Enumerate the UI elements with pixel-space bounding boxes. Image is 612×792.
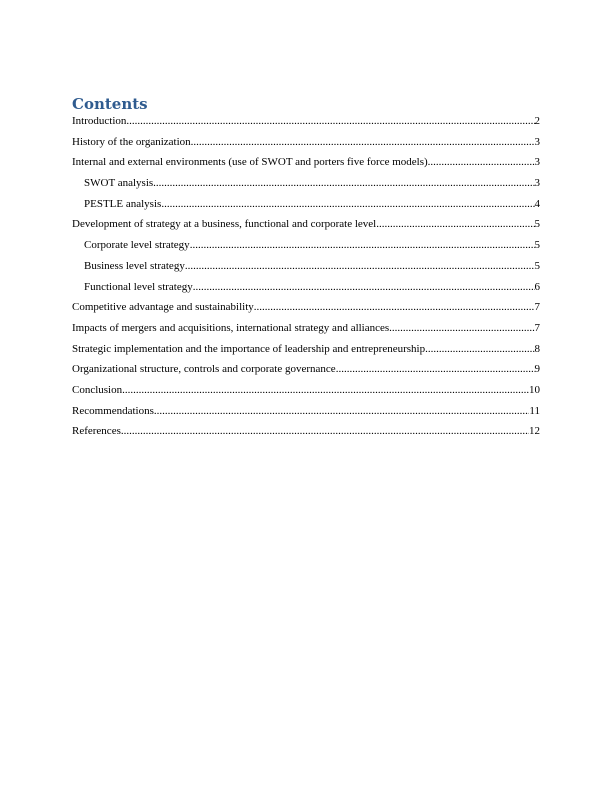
toc-entry-page-number[interactable]: 12 — [529, 425, 540, 438]
toc-dot-leader — [428, 155, 535, 169]
toc-dot-leader — [190, 238, 535, 252]
toc-entry-list — [72, 114, 540, 445]
toc-entry-page-number[interactable]: 6 — [534, 280, 540, 293]
toc-entry-title[interactable]: Internal and external environments (use of SWOT and porters five force models) — [72, 156, 428, 169]
toc-entry-page-number[interactable]: 2 — [534, 115, 540, 127]
toc-entry-title[interactable]: Corporate level strategy — [84, 239, 190, 252]
toc-entry-title[interactable]: Development of strategy at a business, functional and corporate level — [72, 218, 377, 231]
toc-entry-title[interactable]: Business level strategy — [84, 259, 185, 272]
toc-entry-title[interactable]: Functional level strategy — [84, 280, 193, 293]
toc-entry[interactable] — [72, 280, 540, 301]
toc-dot-leader — [121, 424, 529, 438]
toc-dot-leader — [153, 176, 534, 190]
toc-entry[interactable] — [72, 176, 540, 197]
toc-entry-title[interactable]: History of the organization — [72, 135, 191, 148]
toc-entry[interactable] — [72, 155, 540, 176]
toc-dot-leader — [376, 217, 534, 231]
toc-entry[interactable] — [72, 404, 540, 425]
toc-entry-title[interactable]: Conclusion — [72, 383, 123, 396]
toc-entry-page-number[interactable]: 5 — [534, 259, 540, 272]
toc-entry-page-number[interactable]: 11 — [529, 404, 540, 417]
toc-entry[interactable] — [72, 342, 540, 363]
toc-entry-page-number[interactable]: 3 — [534, 177, 540, 190]
toc-entry-title[interactable]: PESTLE analysis — [84, 197, 162, 210]
toc-dot-leader — [122, 383, 529, 397]
toc-entry-page-number[interactable]: 3 — [534, 156, 540, 169]
toc-dot-leader — [389, 321, 534, 335]
toc-entry-page-number[interactable]: 5 — [534, 239, 540, 252]
toc-entry-page-number[interactable]: 3 — [534, 135, 540, 148]
toc-entry-title[interactable]: Strategic implementation and the importance of leadership and entrepreneurship — [72, 342, 426, 355]
toc-entry[interactable] — [72, 238, 540, 259]
toc-entry-title[interactable]: References — [72, 425, 121, 438]
toc-entry[interactable] — [72, 424, 540, 445]
toc-entry[interactable] — [72, 217, 540, 238]
toc-entry-page-number[interactable]: 9 — [534, 363, 540, 376]
toc-entry[interactable] — [72, 383, 540, 404]
toc-entry-title[interactable]: Recommendations — [72, 404, 154, 417]
toc-entry[interactable] — [72, 197, 540, 218]
toc-entry-page-number[interactable]: 7 — [534, 321, 540, 334]
toc-entry[interactable] — [72, 259, 540, 280]
toc-entry-title[interactable]: Competitive advantage and sustainability — [72, 301, 254, 314]
toc-heading: Contents — [72, 95, 148, 113]
toc-entry-page-number[interactable]: 10 — [529, 383, 540, 396]
toc-entry-title[interactable]: SWOT analysis — [84, 177, 154, 190]
toc-entry-page-number[interactable]: 4 — [534, 197, 540, 210]
toc-dot-leader — [185, 259, 535, 273]
toc-dot-leader — [154, 404, 530, 418]
toc-dot-leader — [193, 280, 535, 294]
toc-dot-leader — [254, 300, 535, 314]
toc-dot-leader — [336, 362, 535, 376]
toc-entry[interactable] — [72, 362, 540, 383]
toc-entry-page-number[interactable]: 8 — [534, 342, 540, 355]
toc-dot-leader — [126, 114, 534, 128]
toc-entry[interactable] — [72, 321, 540, 342]
toc-dot-leader — [191, 135, 535, 149]
toc-entry-page-number[interactable]: 5 — [534, 218, 540, 231]
toc-entry-title[interactable]: Impacts of mergers and acquisitions, international strategy and alliances — [72, 321, 390, 334]
toc-entry[interactable] — [72, 114, 540, 135]
toc-entry-title[interactable]: Introduction — [72, 115, 127, 127]
table-of-contents — [72, 95, 540, 445]
toc-entry-title[interactable]: Organizational structure, controls and corporate governance — [72, 363, 336, 376]
toc-dot-leader — [161, 197, 534, 211]
toc-entry[interactable] — [72, 300, 540, 321]
toc-entry[interactable] — [72, 135, 540, 156]
toc-entry-page-number[interactable]: 7 — [534, 301, 540, 314]
toc-dot-leader — [425, 342, 534, 356]
